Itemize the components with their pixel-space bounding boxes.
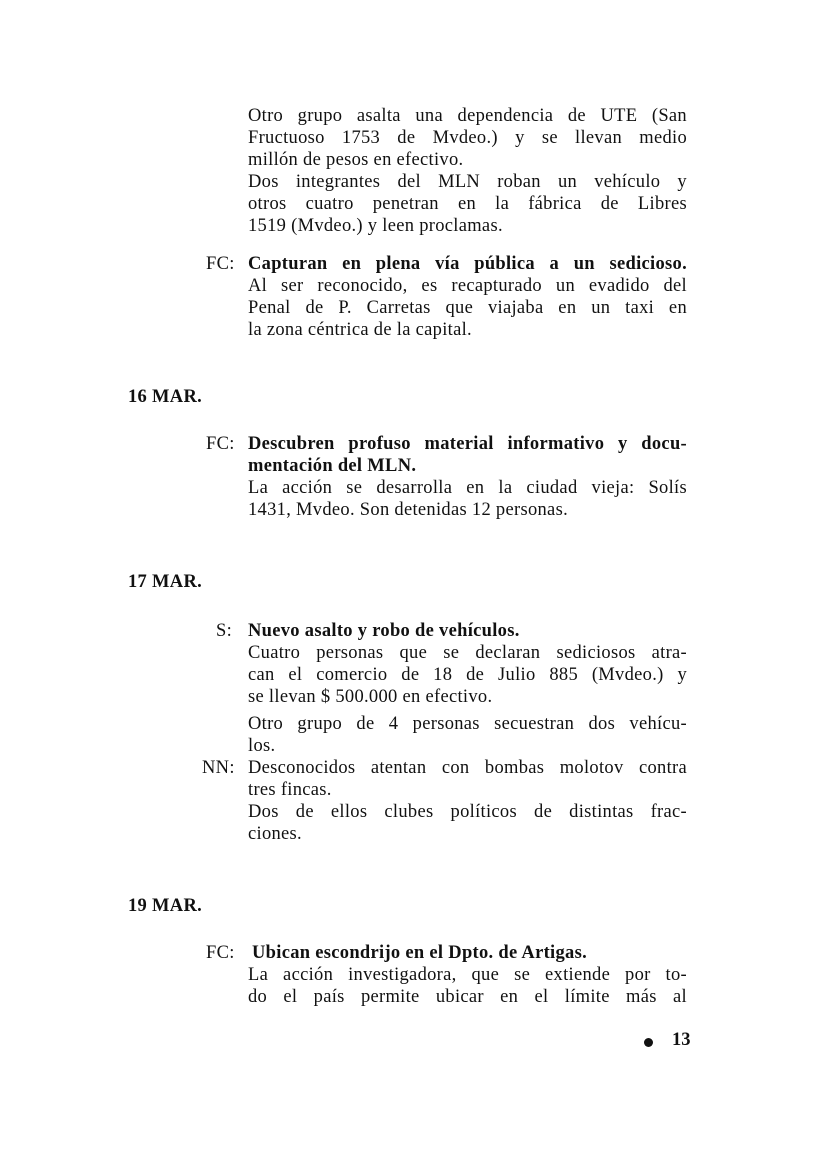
text-line: 1431, Mvdeo. Son detenidas 12 personas. xyxy=(248,500,568,520)
text-line: tres fincas. xyxy=(248,780,332,800)
entry-headline: Nuevo asalto y robo de vehículos. xyxy=(248,621,520,641)
text-line: ciones. xyxy=(248,824,302,844)
text-line: Al ser reconocido, es recapturado un evadido del xyxy=(248,276,687,296)
text-line: Dos de ellos clubes políticos de distintas frac- xyxy=(248,802,687,822)
entry-headline: mentación del MLN. xyxy=(248,456,417,476)
entry-code: S: xyxy=(216,621,233,641)
entry-code: FC: xyxy=(206,943,235,963)
date-heading: 19 MAR. xyxy=(128,896,203,916)
text-line: can el comercio de 18 de Julio 885 (Mvdeo.) y xyxy=(248,665,687,685)
text-line: Otro grupo de 4 personas secuestran dos vehícu- xyxy=(248,714,687,734)
entry-code: NN: xyxy=(202,758,235,778)
entry-code: FC: xyxy=(206,254,235,274)
entry-code: FC: xyxy=(206,434,235,454)
entry-headline: Descubren profuso material informativo y docu- xyxy=(248,434,687,454)
date-heading: 17 MAR. xyxy=(128,572,203,592)
text-line: la zona céntrica de la capital. xyxy=(248,320,472,340)
text-line: Otro grupo asalta una dependencia de UTE (San xyxy=(248,106,687,126)
text-line: se llevan $ 500.000 en efectivo. xyxy=(248,687,493,707)
date-heading: 16 MAR. xyxy=(128,387,203,407)
entry-headline: Capturan en plena vía pública a un sedicioso. xyxy=(248,254,687,274)
entry-headline: Ubican escondrijo en el Dpto. de Artigas. xyxy=(252,943,588,963)
text-line: do el país permite ubicar en el límite más al xyxy=(248,987,687,1007)
text-line: millón de pesos en efectivo. xyxy=(248,150,464,170)
text-line: los. xyxy=(248,736,276,756)
page-number: 13 xyxy=(672,1030,691,1050)
bullet-icon xyxy=(644,1038,653,1047)
text-line: La acción se desarrolla en la ciudad vieja: Solís xyxy=(248,478,687,498)
text-line: La acción investigadora, que se extiende por to- xyxy=(248,965,687,985)
text-line: Cuatro personas que se declaran sediciosos atra- xyxy=(248,643,687,663)
text-line: Penal de P. Carretas que viajaba en un taxi en xyxy=(248,298,687,318)
text-line: 1519 (Mvdeo.) y leen proclamas. xyxy=(248,216,503,236)
text-line: otros cuatro penetran en la fábrica de Libres xyxy=(248,194,687,214)
text-line: Desconocidos atentan con bombas molotov contra xyxy=(248,758,687,778)
text-line: Dos integrantes del MLN roban un vehículo y xyxy=(248,172,687,192)
text-line: Fructuoso 1753 de Mvdeo.) y se llevan medio xyxy=(248,128,687,148)
